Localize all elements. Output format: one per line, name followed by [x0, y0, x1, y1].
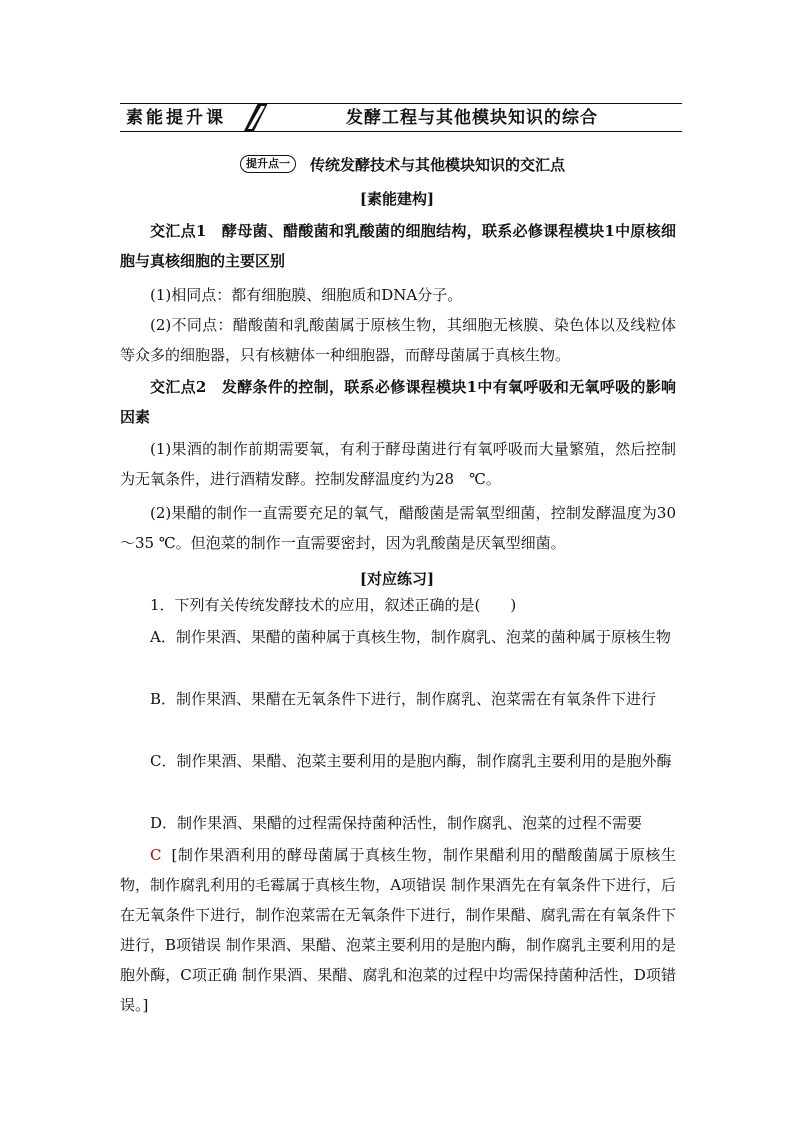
point1-title: 交汇点1 酵母菌、醋酸菌和乳酸菌的细胞结构，联系必修课程模块1中原核细胞与真核细胞的主要区别 [120, 222, 676, 270]
header-top-rule [120, 103, 682, 104]
section-heading-practice: [对应练习] [359, 570, 435, 588]
section-tag: 素能提升课 [126, 108, 226, 128]
header-title: 发酵工程与其他模块知识的综合 [346, 108, 598, 128]
option-c: C．制作果酒、果醋、泡菜主要利用的是胞内酶，制作腐乳主要利用的是胞外酶 [150, 752, 672, 770]
point1-item2: (2)不同点：醋酸菌和乳酸菌属于原核生物，其细胞无核膜、染色体以及线粒体等众多的细胞器，只有核糖体一种细胞器，而酵母菌属于真核生物。 [120, 316, 676, 364]
answer-explanation: [制作果酒利用的酵母菌属于真核生物，制作果醋利用的醋酸菌属于原核生物，制作腐乳利用的毛霉属于真核生物，A项错误 制作果酒先在有氧条件下进行，后在无氧条件下进行，制作泡菜需在无氧条件下进行，制作果醋、腐乳需在有氧条件下进行，B项错误 制作果酒、果醋、泡菜主要利用的是胞内酶，制作腐乳主要利用的是胞外酶，C项正确 制作果酒、果醋、腐乳和泡菜的过程中均需保持菌种活性，D项错误。] [120, 846, 676, 1014]
point2-item1: (1)果酒的制作前期需要氧，有利于酵母菌进行有氧呼吸而大量繁殖，然后控制为无氧条件，进行酒精发酵。控制发酵温度约为28 ℃。 [120, 440, 676, 488]
point1-item1: (1)相同点：都有细胞膜、细胞质和DNA分子。 [150, 286, 463, 304]
header-bottom-rule [120, 131, 682, 132]
option-a: A．制作果酒、果醋的菌种属于真核生物，制作腐乳、泡菜的菌种属于原核生物 [150, 628, 671, 646]
answer-block [120, 840, 676, 1020]
subhead-title: 传统发酵技术与其他模块知识的交汇点 [310, 155, 566, 174]
answer-letter: C [150, 846, 162, 864]
option-d: D．制作果酒、果醋的过程需保持菌种活性，制作腐乳、泡菜的过程不需要 [150, 814, 643, 832]
slash-divider-icon [244, 103, 270, 131]
page-header [120, 103, 682, 133]
subhead [240, 152, 565, 176]
option-b: B．制作果酒、果醋在无氧条件下进行，制作腐乳、泡菜需在有氧条件下进行 [150, 690, 657, 708]
point-badge: 提升点一 [240, 155, 296, 173]
question-stem: 1．下列有关传统发酵技术的应用，叙述正确的是( ) [150, 596, 517, 614]
point2-title: 交汇点2 发酵条件的控制，联系必修课程模块1中有氧呼吸和无氧呼吸的影响因素 [120, 378, 676, 426]
section-heading-construct: [素能建构] [359, 190, 435, 208]
point2-item2: (2)果醋的制作一直需要充足的氧气，醋酸菌是需氧型细菌，控制发酵温度为30～35 ℃。但泡菜的制作一直需要密封，因为乳酸菌是厌氧型细菌。 [120, 504, 676, 552]
